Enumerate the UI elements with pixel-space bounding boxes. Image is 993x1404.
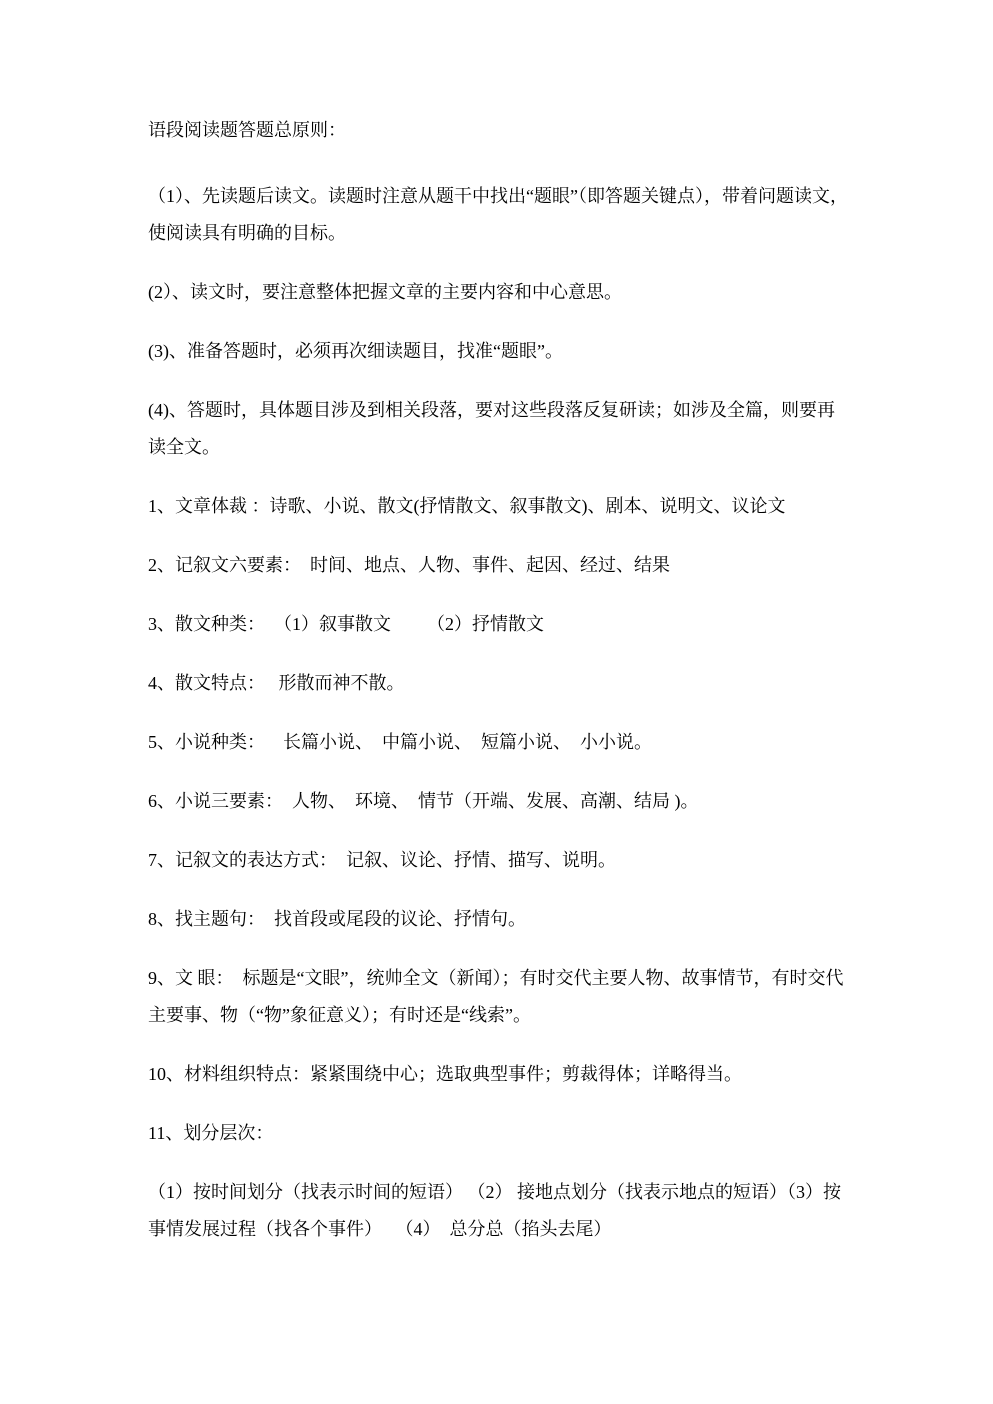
paragraph-item-7: 7、记叙文的表达方式： 记叙、议论、抒情、描写、说明。 <box>148 850 616 870</box>
paragraph-item-8: 8、找主题句： 找首段或尾段的议论、抒情句。 <box>148 909 526 929</box>
paragraph-principle-2: (2）、读文时，要注意整体把握文章的主要内容和中心意思。 <box>148 282 622 302</box>
paragraph-item-9: 9、文 眼： 标题是“文眼”，统帅全文（新闻）；有时交代主要人物、故事情节，有时交代主要事、物（“物”象征意义）；有时还是“线索”。 <box>148 968 844 1025</box>
paragraph-item-4: 4、散文特点： 形散而神不散。 <box>148 673 405 693</box>
document-title: 语段阅读题答题总原则： <box>148 120 346 140</box>
paragraph-item-11: 11、划分层次： <box>148 1123 274 1143</box>
paragraph-item-11-sub: （1）按时间划分（找表示时间的短语） （2） 接地点划分（找表示地点的短语）（3）按事情发展过程（找各个事件） （4） 总分总（掐头去尾） <box>148 1182 841 1239</box>
paragraph-principle-1: （1）、先读题后读文。读题时注意从题干中找出“题眼”（即答题关键点），带着问题读文，使阅读具有明确的目标。 <box>148 186 848 243</box>
paragraph-principle-4: (4)、答题时，具体题目涉及到相关段落，要对这些段落反复研读；如涉及全篇，则要再读全文。 <box>148 400 835 457</box>
paragraph-item-6: 6、小说三要素： 人物、 环境、 情节（开端、发展、高潮、结局 )。 <box>148 791 699 811</box>
document-body <box>148 112 848 1248</box>
paragraph-item-2: 2、记叙文六要素： 时间、地点、人物、事件、起因、经过、结果 <box>148 555 670 575</box>
paragraph-item-5: 5、小说种类： 长篇小说、 中篇小说、 短篇小说、 小小说。 <box>148 732 652 752</box>
paragraph-item-10: 10、材料组织特点：紧紧围绕中心；选取典型事件；剪裁得体；详略得当。 <box>148 1064 742 1084</box>
paragraph-principle-3: (3)、准备答题时，必须再次细读题目，找准“题眼”。 <box>148 341 563 361</box>
paragraph-item-3: 3、散文种类： （1）叙事散文 （2）抒情散文 <box>148 614 544 634</box>
paragraph-item-1: 1、文章体裁 ：诗歌、小说、散文(抒情散文、叙事散文)、剧本、说明文、议论文 <box>148 496 786 516</box>
